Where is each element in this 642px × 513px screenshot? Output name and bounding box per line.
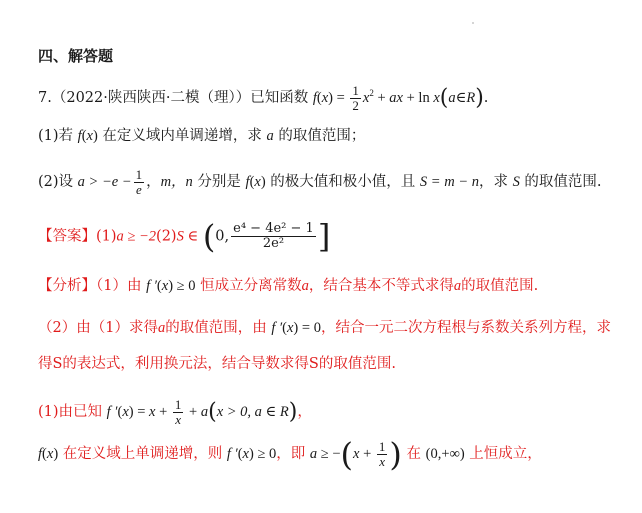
question-number: 7. xyxy=(38,89,52,106)
answer-a-range: a ≥ −2 xyxy=(116,228,157,245)
answer-part-1: (1) xyxy=(96,228,117,245)
part-2-text-e: ，求 xyxy=(478,173,508,190)
solution-s1-a: (1)由已知 xyxy=(38,403,103,420)
analysis-p2-c: ，结合一元二次方程根与系数关系列方程，求 xyxy=(320,320,611,336)
answer-s-in: S ∈ xyxy=(176,228,199,245)
function-definition: f(x) = $\frac{1}{2}$ $x^2$ + ax + ln x(a∈R) xyxy=(312,83,484,113)
part-2-line xyxy=(38,168,602,197)
part-2-text-d: 的极大值和极小值，且 xyxy=(270,173,416,190)
answer-fraction xyxy=(231,222,316,251)
fprime-ineq-2: f ′(x) ≥ 0 xyxy=(226,445,277,462)
analysis-line-2 xyxy=(38,318,611,338)
part-2-text-a: 设 xyxy=(58,173,74,190)
part-1-text-a: 若 xyxy=(58,128,74,144)
part-2-text-b: ， xyxy=(146,173,161,190)
analysis-tag: 【分析】 xyxy=(38,278,96,294)
var-a-2: a xyxy=(301,278,309,294)
fprime-def: f ′(x) = x + $\frac{1}{x}$ + a(x > 0, a ∈ R) xyxy=(106,397,298,427)
var-s: S xyxy=(512,173,520,190)
s-definition: S = m − n xyxy=(419,173,479,190)
var-a: a xyxy=(266,128,274,144)
answer-part-2: (2) xyxy=(156,228,177,245)
answer-tag: 【答案】 xyxy=(38,228,96,245)
answer-line: 【答案】(1)a ≥ −2(2)S ∈ (0, $\frac{\text{e⁴ − 4e² − 1}}{\text{2e²}}$ ] xyxy=(38,217,331,256)
solution-line-2 xyxy=(38,435,542,474)
analysis-line-3: 得S的表达式，利用换元法，结合导数求得S的取值范围. xyxy=(38,356,396,372)
fprime-zero: f ′(x) = 0 xyxy=(271,320,321,336)
question-7-line xyxy=(38,84,488,113)
analysis-p1-a: （1）由 xyxy=(96,278,142,294)
fraction-one-over-e: $\frac{1}{e}$ xyxy=(135,167,143,197)
solution-s2-a: 在定义域上单调递增，则 xyxy=(62,445,223,462)
analysis-p1-d: 的取值范围. xyxy=(461,278,539,294)
part-1-line xyxy=(38,126,365,146)
a-bound: a ≥ −(x + $\frac{1}{x}$ ) xyxy=(309,435,402,474)
var-a-3: a xyxy=(453,278,462,294)
condition-a xyxy=(77,167,146,197)
solution-s2-b: ，即 xyxy=(276,445,306,462)
analysis-p1-c: ，结合基本不等式求得 xyxy=(308,278,454,294)
domain-condition: a∈R xyxy=(448,89,476,106)
section-title: 四、解答题 xyxy=(38,47,114,65)
fprime-ineq: f ′(x) ≥ 0 xyxy=(146,278,196,294)
analysis-p2-a: （2）由（1）求得 xyxy=(38,320,158,336)
vars-mn: m，n xyxy=(160,173,193,190)
part-2-label: (2) xyxy=(38,173,59,190)
fx-expr-2: f(x) xyxy=(245,173,266,190)
analysis-p2-b: 的取值范围，由 xyxy=(165,320,267,336)
question-source: （2022·陕西陕西·二模（理）） xyxy=(51,89,251,106)
var-a-4: a xyxy=(157,320,166,336)
answer-numerator: e⁴ − 4e² − 1 xyxy=(233,221,314,236)
part-1-text-c: 的取值范围； xyxy=(278,128,366,144)
part-2-text-c: 分别是 xyxy=(197,173,241,190)
fx-expr: f(x) xyxy=(77,128,98,144)
part-2-text-f: 的取值范围. xyxy=(524,173,602,190)
part-1-label: (1) xyxy=(38,128,59,144)
part-1-text-b: 在定义域内单调递增，求 xyxy=(102,128,262,144)
scan-dot xyxy=(472,22,474,24)
fraction-one-over-x: $\frac{1}{x}$ xyxy=(174,397,182,427)
solution-line-1 xyxy=(38,398,312,427)
interval: (0,+∞) xyxy=(425,445,465,462)
solution-s2-d: 上恒成立， xyxy=(469,445,542,462)
fraction-half: $\frac{1}{2}$ xyxy=(352,83,359,113)
solution-s1-end: ， xyxy=(297,403,312,420)
question-intro: 已知函数 xyxy=(250,89,309,106)
analysis-p1-b: 恒成立分离常数 xyxy=(200,278,302,294)
fx-expr-3: f(x) xyxy=(38,445,59,462)
solution-s2-c: 在 xyxy=(406,445,421,462)
condition-lhs: a > −e − xyxy=(77,173,132,190)
analysis-line-1 xyxy=(38,276,538,296)
question-end: . xyxy=(483,89,489,106)
solution-condition: x > 0, a ∈ R xyxy=(216,403,289,420)
answer-denominator: 2e² xyxy=(262,236,285,251)
